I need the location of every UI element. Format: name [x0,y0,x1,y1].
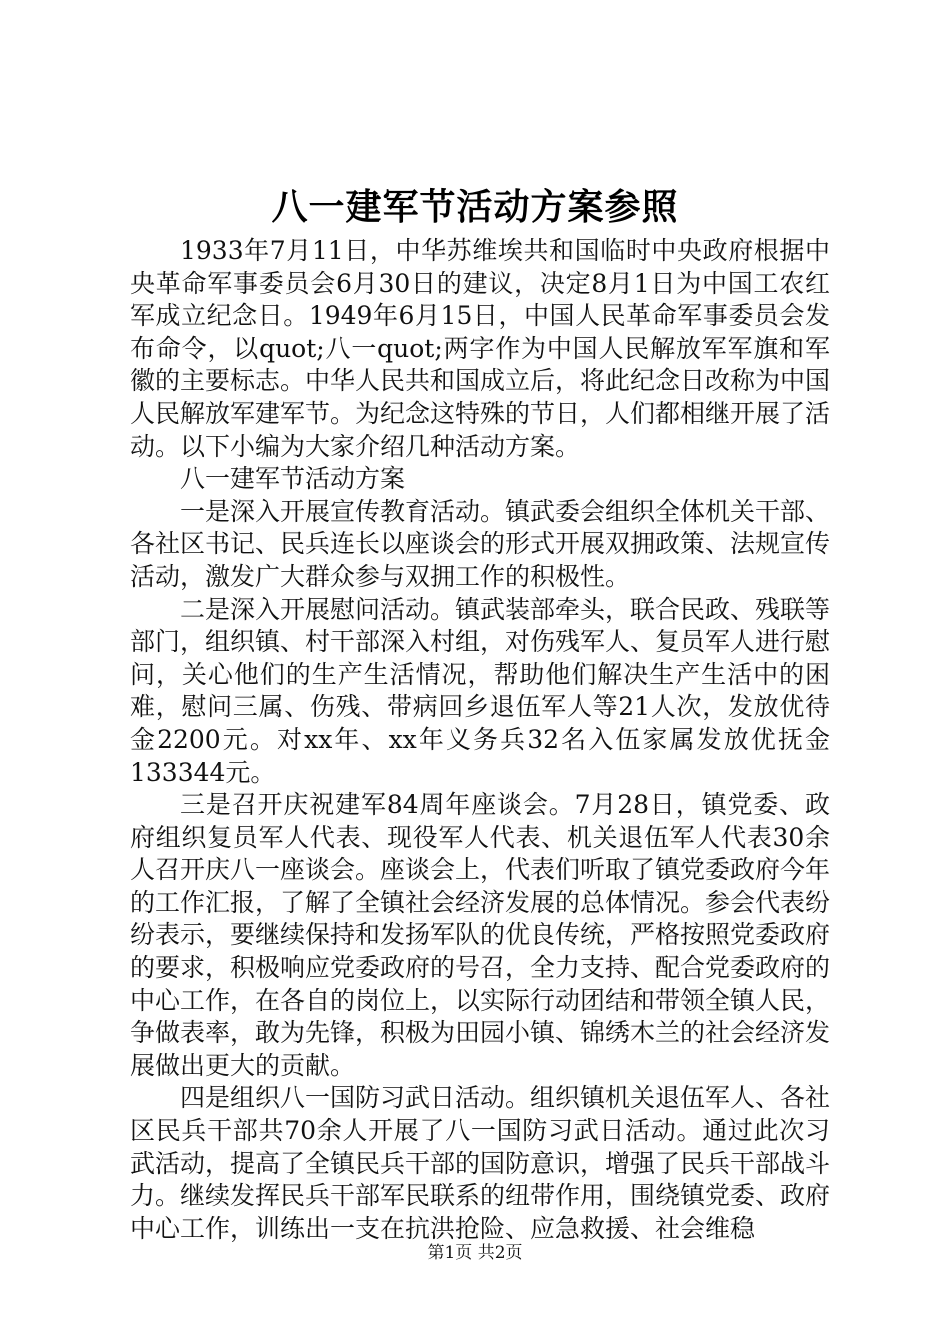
paragraph-subheading: 八一建军节活动方案 [180,464,406,494]
document-title: 八一建军节活动方案参照 [271,187,679,228]
paragraph-item-1: 一是深入开展宣传教育活动。镇武委会组织全体机关干部、各社区书记、民兵连长以座谈会的形式开展双拥政策、法规宣传活动，激发广大群众参与双拥工作的积极性。 [130,496,831,591]
paragraph-intro: 1933年7月11日，中华苏维埃共和国临时中央政府根据中央革命军事委员会6月30日的建议，决定8月1日为中国工农红军成立纪念日。1949年6月15日，中国人民革命军事委员会发布命令，以quot;八一quot;两字作为中国人民解放军军旗和军徽的主要标志。中华人民共和国成立后，将此纪念日改称为中国人民解放军建军节。为纪念这特殊的节日，人们都相继开展了活动。以下小编为大家介绍几种活动方案。 [130,236,831,461]
paragraph-item-4: 四是组织八一国防习武日活动。组织镇机关退伍军人、各社区民兵干部共70余人开展了八一国防习武日活动。通过此次习武活动，提高了全镇民兵干部的国防意识，增强了民兵干部战斗力。继续发挥民兵干部军民联系的纽带作用，围绕镇党委、政府中心工作，训练出一支在抗洪抢险、应急救援、社会维稳 [130,1083,831,1243]
paragraph-item-2: 二是深入开展慰问活动。镇武装部牵头，联合民政、残联等部门，组织镇、村干部深入村组，对伤残军人、复员军人进行慰问，关心他们的生产生活情况，帮助他们解决生产生活中的困难，慰问三属、伤残、带病回乡退伍军人等21人次，发放优待金2200元。对xx年、xx年义务兵32名入伍家属发放优抚金133344元。 [130,594,831,787]
page-indicator: 第1页 共2页 [427,1243,523,1263]
paragraph-item-3: 三是召开庆祝建军84周年座谈会。7月28日，镇党委、政府组织复员军人代表、现役军人代表、机关退伍军人代表30余人召开庆八一座谈会。座谈会上，代表们听取了镇党委政府今年的工作汇报，了解了全镇社会经济发展的总体情况。参会代表纷纷表示，要继续保持和发扬军队的优良传统，严格按照党委政府的要求，积极响应党委政府的号召，全力支持、配合党委政府的中心工作，在各自的岗位上，以实际行动团结和带领全镇人民，争做表率，敢为先锋，积极为田园小镇、锦绣木兰的社会经济发展做出更大的贡献。 [130,790,831,1080]
document-body [130,235,830,1245]
